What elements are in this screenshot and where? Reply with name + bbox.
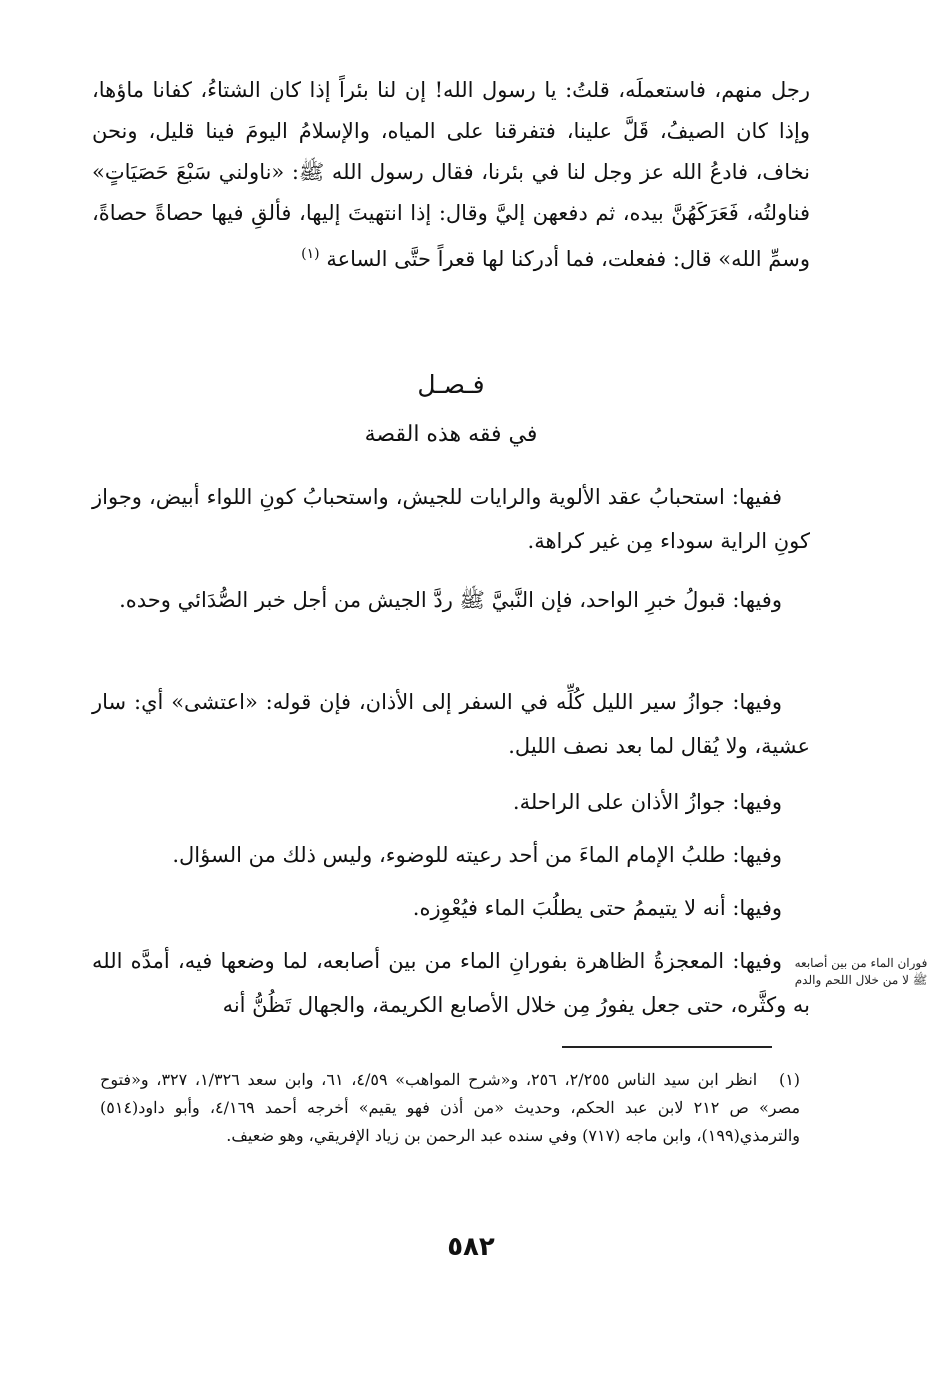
fiqh-paragraph: وفيها: أنه لا يتيممُ حتى يطلُبَ الماء فيُعْوِزه. — [412, 896, 782, 920]
fiqh-paragraph: وفيها: جوازُ سير الليل كُلِّه في السفر إلى الأذان، فإن قوله: «اعتشى» أي: سار عشية، ولا يُقال لما بعد نصف الليل. — [92, 690, 810, 758]
footnote — [100, 1066, 800, 1150]
intro-paragraph — [92, 70, 810, 280]
page-number: ٥٨٢ — [447, 1232, 495, 1262]
fiqh-paragraph: ففيها: استحبابُ عقد الألوية والرايات للجيش، واستحبابُ كونِ اللواء أبيض، وجواز كونِ الراية سوداء مِن غير كراهة. — [92, 485, 810, 553]
footnote-text: انظر ابن سيد الناس ٢/٢٥٥، ٢٥٦، و«شرح المواهب» ٤/٥٩، ٦١، وابن سعد ١/٣٢٦، ٣٢٧، و«فتوح مصر» ص ٢١٢ لابن عبد الحكم، وحديث «من أذن فهو يقيم» أخرجه أحمد ٤/١٦٩، وأبو داود(٥١٤) والترمذي(١٩٩)، وابن ماجه (٧١٧) وفي سنده عبد الرحمن بن زياد الإفريقي، وهو ضعيف. — [100, 1070, 801, 1145]
fiqh-paragraph: وفيها: طلبُ الإمام الماءَ من أحد رعيته للوضوء، وليس ذلك من السؤال. — [172, 843, 782, 867]
section-subheading: في فقه هذه القصة — [364, 422, 538, 447]
footnote-reference: (١) — [301, 246, 320, 262]
fiqh-paragraph: وفيها: جوازُ الأذان على الراحلة. — [512, 790, 782, 814]
footnote-divider — [562, 1046, 772, 1048]
fiqh-paragraph: وفيها: قبولُ خبرِ الواحد، فإن النَّبيَّ ﷺ ردَّ الجيش من أجل خبر الصُّدَائي وحده. — [119, 588, 782, 612]
intro-text: رجل منهم، فاستعملَه، قلتُ: يا رسول الله! إن لنا بئراً إذا كان الشتاءُ، كفانا ماؤها، وإذا كان الصيفُ، قَلَّ علينا، فتفرقنا على المياه، والإسلامُ اليومَ فينا قليل، ونحن نخاف، فادعُ الله عز وجل لنا في بئرنا، فقال رسول الله ﷺ: «ناولني سَبْعَ حَصَيَاتٍ» فناولتُه، فَعَرَكَهُنَّ بيده، ثم دفعهن إليَّ وقال: إذا انتهيتَ إليها، فألقِ فيها حصاةً حصاةً، وسمِّ الله» قال: ففعلت، فما أدركنا لها قعراً حتَّى الساعة — [92, 78, 810, 271]
fiqh-paragraph: وفيها: المعجزةُ الظاهرة بفورانِ الماء من بين أصابعه، لما وضعها فيه، أمدَّه الله به وكثَّره، حتى جعل يفورُ مِن خلال الأصابع الكريمة، والجهال تَظُنُّ أنه — [92, 949, 810, 1017]
margin-note: فوران الماء من بين أصابعه ﷺ لا من خلال اللحم والدم — [794, 956, 928, 987]
footnote-number: (١) — [778, 1070, 801, 1089]
section-heading: فـصـل — [417, 370, 485, 399]
